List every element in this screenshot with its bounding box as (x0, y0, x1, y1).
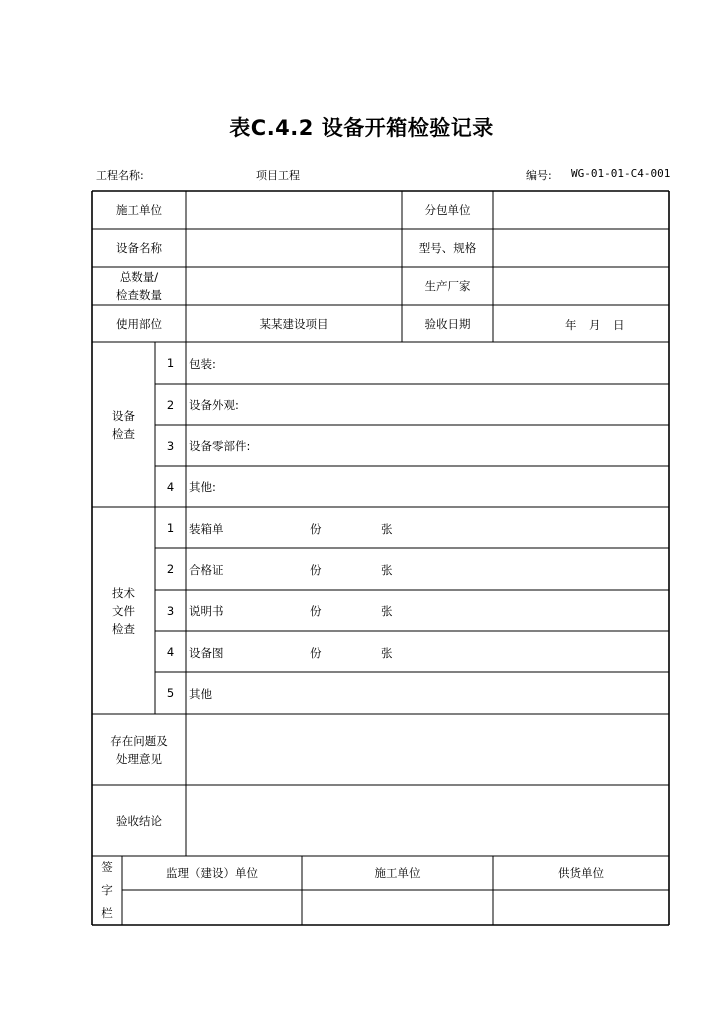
page-title: 表C.4.2 设备开箱检验记录 (229, 116, 494, 140)
tech-doc-item[interactable]: 合格证 (189, 563, 224, 577)
equipment-check-no: 1 (166, 356, 175, 370)
tech-doc-unit-sheets: 张 (381, 522, 393, 536)
tech-doc-item[interactable]: 设备图 (189, 646, 224, 660)
issues-label-line2: 处理意见 (116, 751, 162, 766)
signature-supplier-field[interactable] (493, 890, 669, 925)
tech-doc-no: 1 (166, 520, 175, 535)
quantity-label-line2: 检查数量 (116, 288, 162, 302)
issues-label (92, 714, 186, 785)
conclusion-label: 验收结论 (116, 813, 162, 828)
tech-doc-unit-copies: 份 (310, 646, 322, 660)
tech-docs-label (92, 507, 155, 714)
model-spec-field[interactable] (493, 229, 669, 267)
tech-doc-unit-sheets: 张 (381, 604, 393, 618)
construction-unit-field[interactable] (186, 191, 402, 229)
tech-docs-label-line2: 文件 (112, 603, 135, 618)
signature-supplier-header: 供货单位 (558, 866, 604, 880)
signature-supervision-header: 监理（建设）单位 (166, 866, 258, 880)
equipment-check-no: 3 (166, 438, 175, 453)
equipment-name-label: 设备名称 (116, 241, 162, 255)
quantity-label (92, 267, 186, 305)
acceptance-date-label: 验收日期 (424, 316, 471, 331)
project-name: 项目工程 (256, 169, 300, 182)
tech-doc-unit-copies: 份 (310, 522, 322, 536)
date-month: 月 (589, 318, 601, 332)
issues-label-line1: 存在问题及 (110, 733, 168, 748)
manufacturer-field[interactable] (493, 267, 669, 305)
signature-supervision-field[interactable] (122, 890, 302, 925)
tech-doc-item[interactable]: 说明书 (189, 604, 224, 618)
tech-doc-no: 5 (166, 686, 175, 700)
date-year: 年 (565, 318, 577, 332)
number-value: WG-01-01-C4-001 (571, 167, 671, 180)
tech-docs-label-line1: 技术 (112, 585, 135, 600)
construction-unit-label: 施工单位 (116, 203, 162, 217)
manufacturer-label: 生产厂家 (424, 279, 471, 293)
signature-construction-field[interactable] (302, 890, 493, 925)
equipment-check-label-line1: 设备 (112, 408, 135, 423)
signature-label-char1: 签 (101, 860, 113, 874)
subcontract-unit-label: 分包单位 (424, 203, 471, 217)
equipment-check-item[interactable]: 其他: (189, 480, 216, 494)
tech-doc-no: 4 (166, 644, 175, 659)
equipment-check-item[interactable]: 包装: (189, 357, 216, 371)
tech-doc-unit-sheets: 张 (381, 646, 393, 660)
issues-field[interactable] (186, 714, 669, 785)
equipment-check-no: 2 (166, 397, 175, 412)
tech-doc-no: 3 (166, 603, 175, 618)
model-spec-label: 型号、规格 (418, 241, 477, 255)
signature-construction-header: 施工单位 (374, 866, 421, 880)
subcontract-unit-field[interactable] (493, 191, 669, 229)
number-label: 编号: (526, 169, 552, 182)
project-label: 工程名称: (96, 169, 144, 182)
tech-doc-no: 2 (166, 562, 175, 576)
tech-doc-item[interactable]: 其他 (189, 687, 212, 701)
equipment-check-item[interactable]: 设备外观: (189, 398, 239, 412)
date-day: 日 (613, 318, 625, 332)
equipment-check-no: 4 (166, 479, 175, 494)
usage-location-label: 使用部位 (116, 316, 162, 331)
signature-label-char2: 字 (101, 883, 113, 897)
tech-doc-unit-copies: 份 (310, 563, 322, 577)
quantity-field[interactable] (186, 267, 402, 305)
tech-docs-label-line3: 检查 (112, 621, 135, 636)
equipment-check-label-line2: 检查 (112, 426, 135, 441)
signature-label-char3: 栏 (101, 906, 113, 920)
tech-doc-item[interactable]: 装箱单 (189, 522, 224, 536)
usage-location-field[interactable]: 某某建设项目 (259, 316, 329, 331)
quantity-label-line1: 总数量/ (119, 270, 159, 284)
tech-doc-unit-sheets: 张 (381, 563, 393, 577)
signature-label (92, 856, 122, 925)
equipment-check-label (92, 342, 155, 507)
conclusion-field[interactable] (186, 785, 669, 856)
equipment-check-item[interactable]: 设备零部件: (189, 439, 251, 453)
tech-doc-unit-copies: 份 (310, 604, 322, 618)
equipment-name-field[interactable] (186, 229, 402, 267)
